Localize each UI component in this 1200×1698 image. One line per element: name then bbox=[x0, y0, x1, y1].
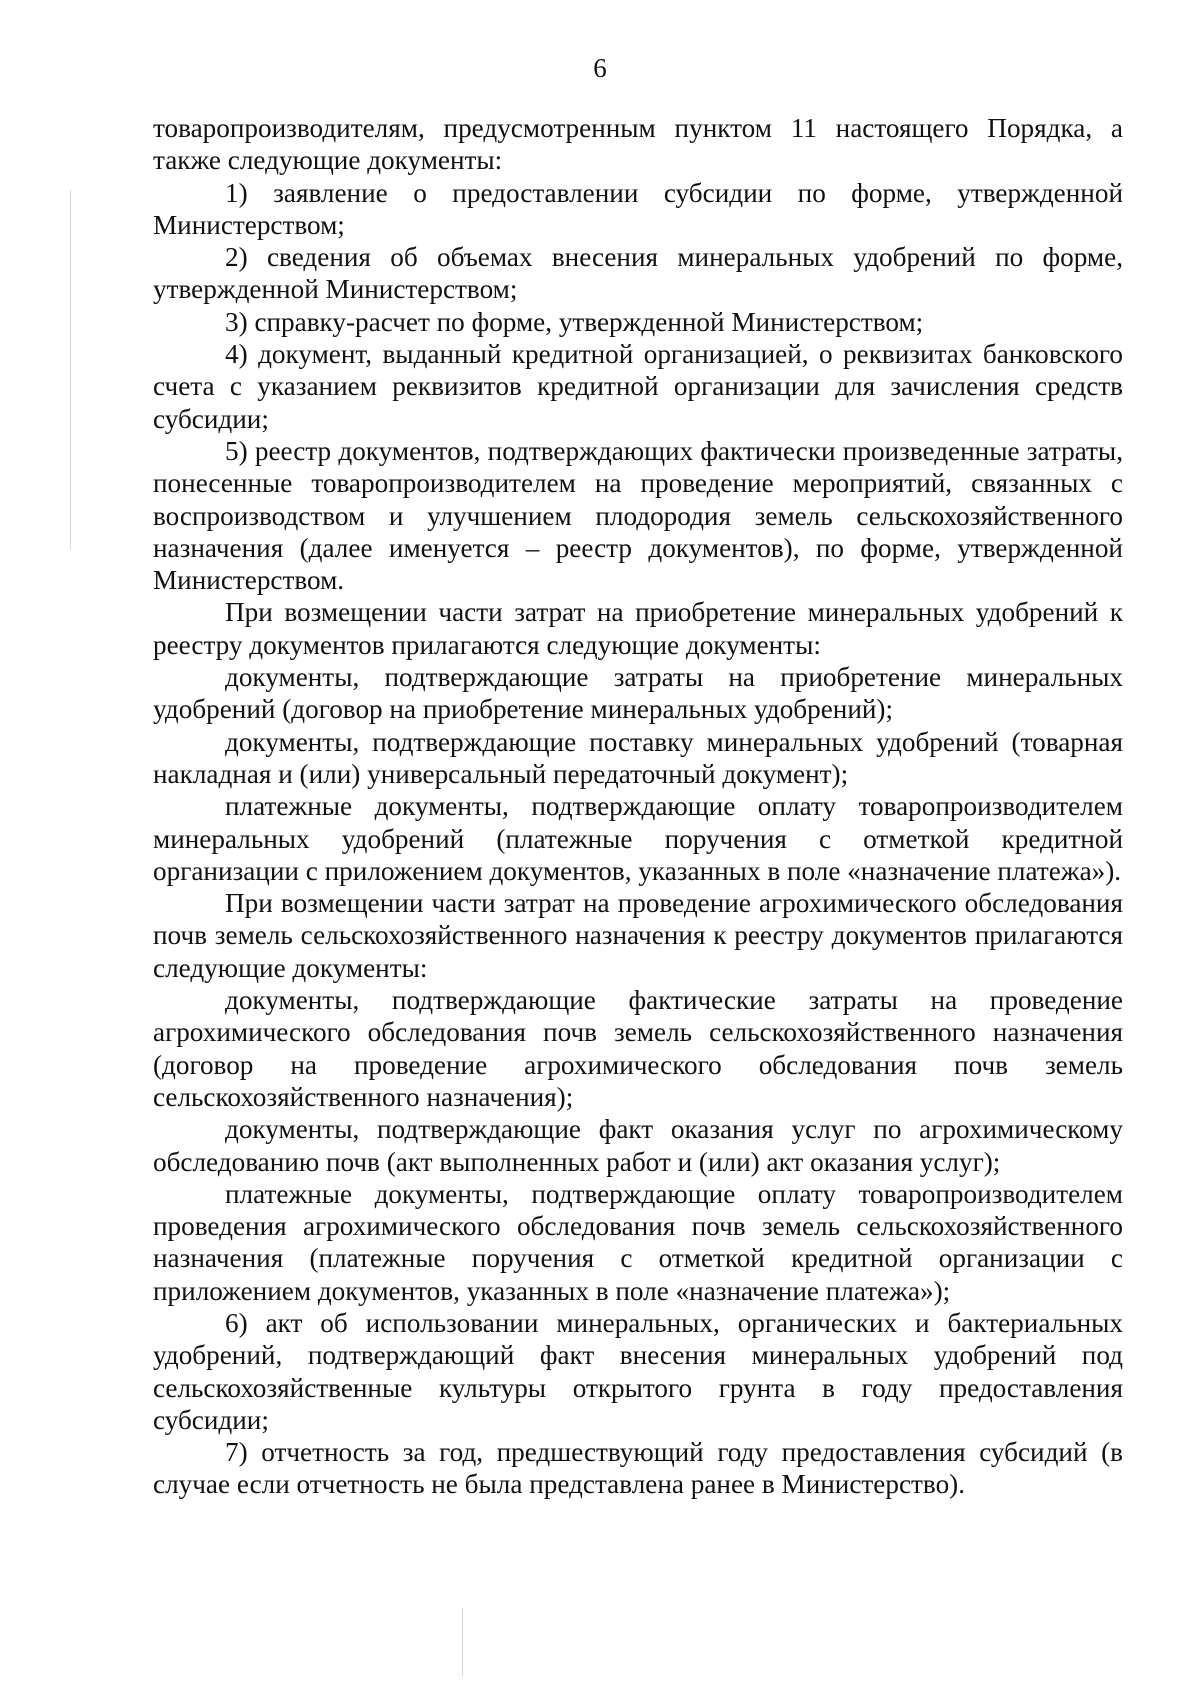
paragraph-fertilizer-delivery-docs: документы, подтверждающие поставку минеральных удобрений (товарная накладная и (или) универсальный передаточный документ); bbox=[153, 726, 1123, 789]
paragraph-agrochemical-payment-docs: платежные документы, подтверждающие оплату товаропроизводителем проведения агрохимического обследования почв земель сельскохозяйственного назначения (платежные поручения с отметкой кредитной организации с приложением документов, указанных в поле «назначение платежа»); bbox=[153, 1178, 1123, 1306]
document-body bbox=[153, 112, 1123, 1501]
paragraph-fertilizer-costs-intro: При возмещении части затрат на приобретение минеральных удобрений к реестру документов прилагаются следующие документы: bbox=[153, 597, 1123, 660]
paragraph-agrochemical-service-docs: документы, подтверждающие факт оказания услуг по агрохимическому обследованию почв (акт выполненных работ и (или) акт оказания услуг); bbox=[153, 1114, 1123, 1177]
paragraph-item-5-document-register: 5) реестр документов, подтверждающих фактически произведенные затраты, понесенные товаропроизводителем на проведение мероприятий, связанных с воспроизводством и улучшением плодородия земель сельскохозяйственного назначения (далее именуется – реестр документов), по форме, утвержденной Министерством. bbox=[153, 435, 1123, 596]
paragraph-item-4-bank-details: 4) документ, выданный кредитной организацией, о реквизитах банковского счета с указанием реквизитов кредитной организации для зачисления средств субсидии; bbox=[153, 339, 1123, 434]
page-number: 6 bbox=[593, 53, 607, 83]
paragraph-fertilizer-purchase-docs: документы, подтверждающие затраты на приобретение минеральных удобрений (договор на приобретение минеральных удобрений); bbox=[153, 662, 1123, 725]
paragraph-agrochemical-cost-docs: документы, подтверждающие фактические затраты на проведение агрохимического обследования почв земель сельскохозяйственного назначения (договор на проведение агрохимического обследования почв земель сельскохозяйственного назначения); bbox=[153, 985, 1123, 1112]
paragraph-item-1-application: 1) заявление о предоставлении субсидии по форме, утвержденной Министерством; bbox=[153, 177, 1123, 240]
paragraph-item-2-fertilizer-info: 2) сведения об объемах внесения минеральных удобрений по форме, утвержденной Министерством; bbox=[153, 242, 1123, 305]
paragraph-item-6-fertilizer-act: 6) акт об использовании минеральных, органических и бактериальных удобрений, подтверждающий факт внесения минеральных удобрений под сельскохозяйственные культуры открытого грунта в году предоставления субсидии; bbox=[153, 1307, 1123, 1435]
paragraph-fertilizer-payment-docs: платежные документы, подтверждающие оплату товаропроизводителем минеральных удобрений (платежные поручения с отметкой кредитной организации с приложением документов, указанных в поле «назначение платежа»). bbox=[153, 791, 1123, 886]
scan-line-mark bbox=[462, 1608, 463, 1676]
paragraph-continuation: товаропроизводителям, предусмотренным пунктом 11 настоящего Порядка, а также следующие документы: bbox=[153, 113, 1123, 176]
scan-line-mark bbox=[70, 190, 71, 550]
paragraph-item-3-calculation: 3) справку-расчет по форме, утвержденной Министерством; bbox=[225, 306, 924, 337]
paragraph-agrochemical-costs-intro: При возмещении части затрат на проведение агрохимического обследования почв земель сельскохозяйственного назначения к реестру документов прилагаются следующие документы: bbox=[153, 888, 1123, 983]
paragraph-item-7-reporting: 7) отчетность за год, предшествующий году предоставления субсидий (в случае если отчетность не была представлена ранее в Министерство). bbox=[153, 1437, 1123, 1500]
